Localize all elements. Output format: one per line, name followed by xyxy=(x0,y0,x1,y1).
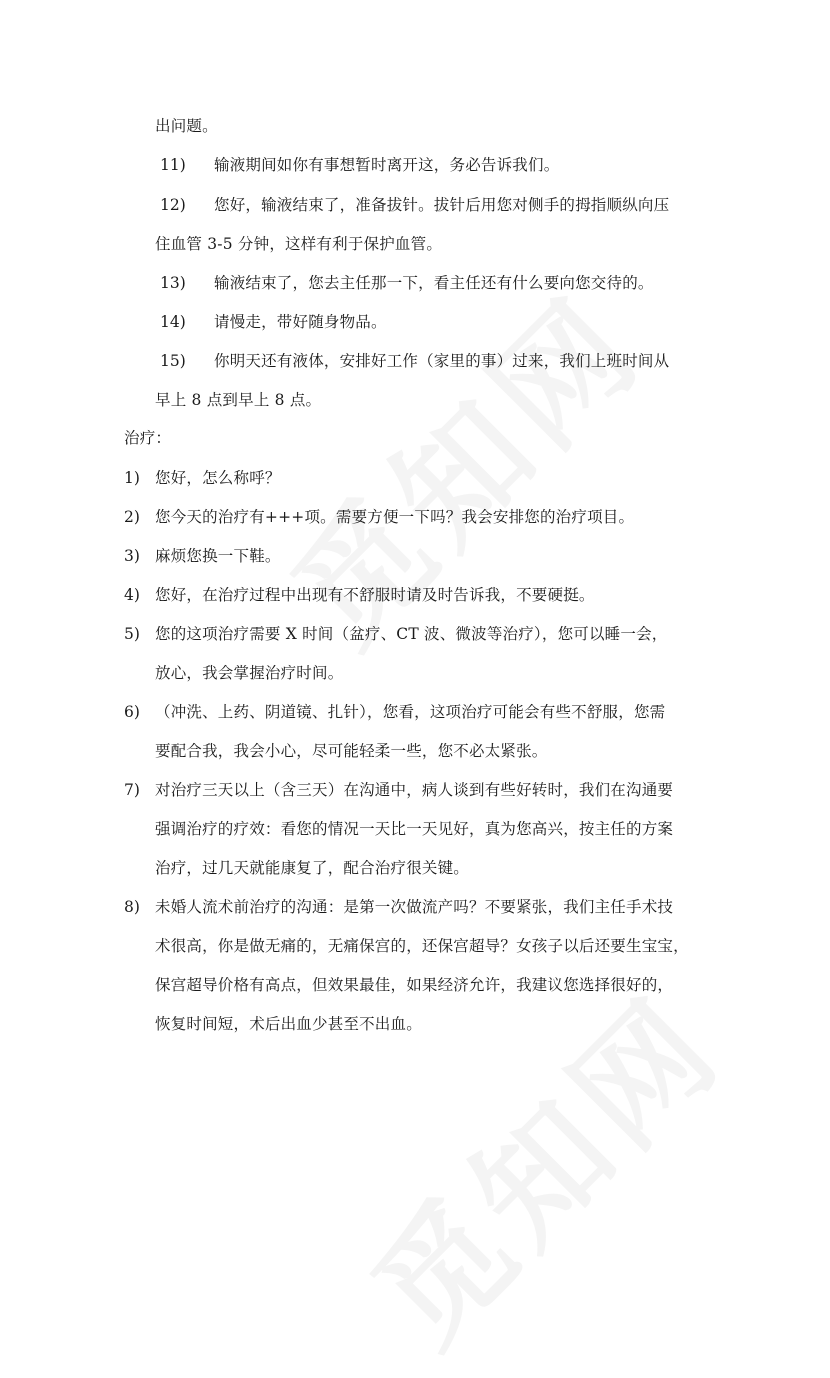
item-number: 13) xyxy=(160,274,186,292)
paragraph-line: 输液期间如你有事想暂时离开这，务必告诉我们。 xyxy=(214,156,560,174)
item-number: 12) xyxy=(160,196,186,214)
item-number: 4) xyxy=(124,586,140,604)
paragraph-line: 术很高，你是做无痛的，无痛保宫的，还保宫超导？女孩子以后还要生宝宝， xyxy=(155,937,689,955)
paragraph-line: 恢复时间短，术后出血少甚至不出血。 xyxy=(155,1015,422,1033)
paragraph-line: 输液结束了，您去主任那一下，看主任还有什么要向您交待的。 xyxy=(214,274,654,292)
item-number: 2) xyxy=(124,508,140,526)
item-number: 7) xyxy=(124,781,140,799)
paragraph-line: 要配合我，我会小心，尽可能轻柔一些，您不必太紧张。 xyxy=(155,742,548,760)
item-number: 14) xyxy=(160,313,186,331)
paragraph-line: 您今天的治疗有+++项。需要方便一下吗？我会安排您的治疗项目。 xyxy=(155,508,635,526)
paragraph-line: 未婚人流术前治疗的沟通：是第一次做流产吗？不要紧张，我们主任手术技 xyxy=(155,898,674,916)
paragraph-line: 请慢走，带好随身物品。 xyxy=(214,313,387,331)
paragraph-line: 您好，输液结束了，准备拔针。拔针后用您对侧手的拇指顺纵向压 xyxy=(214,196,670,214)
paragraph-line: 出问题。 xyxy=(155,117,218,135)
paragraph-line: 麻烦您换一下鞋。 xyxy=(155,547,281,565)
paragraph-line: 对治疗三天以上（含三天）在沟通中，病人谈到有些好转时，我们在沟通要 xyxy=(155,781,674,799)
item-number: 1) xyxy=(124,469,140,487)
paragraph-line: 保宫超导价格有高点，但效果最佳，如果经济允许，我建议您选择很好的， xyxy=(155,976,674,994)
paragraph-line: 早上 8 点到早上 8 点。 xyxy=(155,391,322,409)
paragraph-line: 您的这项治疗需要 X 时间（盆疗、CT 波、微波等治疗），您可以睡一会， xyxy=(155,625,668,643)
item-number: 11) xyxy=(160,156,186,174)
paragraph-line: 你明天还有液体，安排好工作（家里的事）过来，我们上班时间从 xyxy=(214,352,670,370)
item-number: 8) xyxy=(124,898,140,916)
section-heading: 治疗： xyxy=(124,429,172,447)
item-number: 15) xyxy=(160,352,186,370)
item-number: 3) xyxy=(124,547,140,565)
paragraph-line: （冲洗、上药、阴道镜、扎针），您看，这项治疗可能会有些不舒服，您需 xyxy=(155,703,666,721)
item-number: 6) xyxy=(124,703,140,721)
item-number: 5) xyxy=(124,625,140,643)
paragraph-line: 您好，怎么称呼？ xyxy=(155,469,281,487)
paragraph-line: 您好，在治疗过程中出现有不舒服时请及时告诉我，不要硬挺。 xyxy=(155,586,595,604)
paragraph-line: 住血管 3-5 分钟，这样有利于保护血管。 xyxy=(155,235,443,253)
paragraph-line: 放心，我会掌握治疗时间。 xyxy=(155,664,344,682)
paragraph-line: 强调治疗的疗效：看您的情况一天比一天见好，真为您高兴，按主任的方案 xyxy=(155,820,674,838)
paragraph-line: 治疗，过几天就能康复了，配合治疗很关键。 xyxy=(155,859,470,877)
